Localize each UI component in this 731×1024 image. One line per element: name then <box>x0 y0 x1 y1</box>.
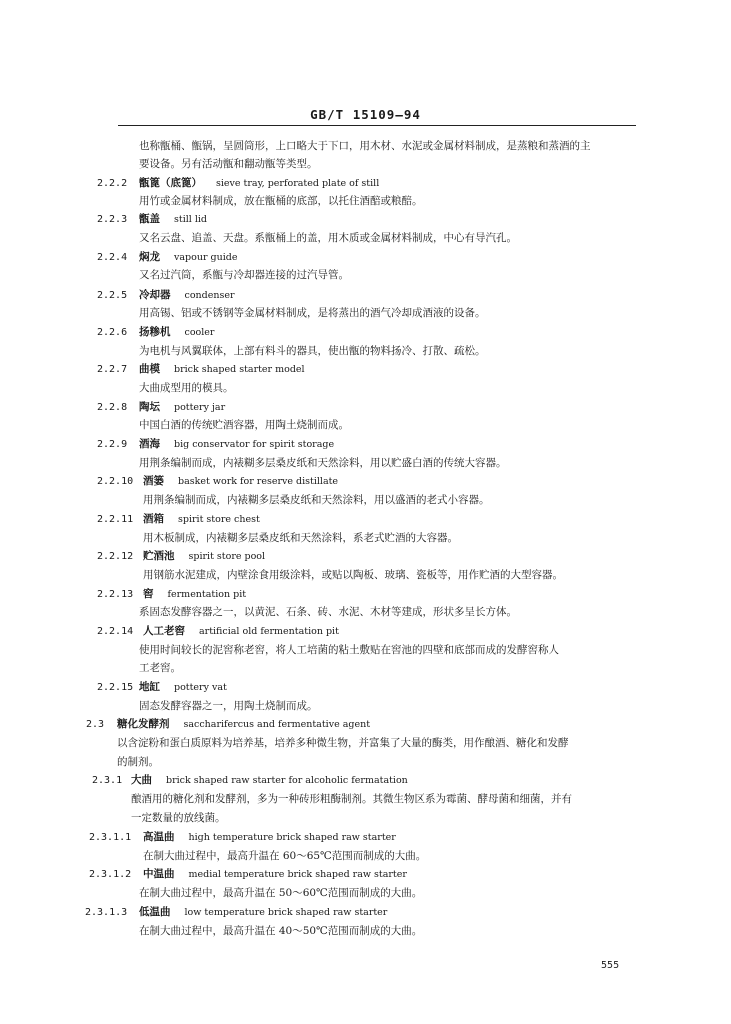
term-en: pottery jar <box>174 402 226 413</box>
term-title <box>143 512 260 527</box>
term-desc: 用荆条编制而成，内裱糊多层桑皮纸和天然涂料，用以贮盛白酒的传统大容器。 <box>139 457 507 469</box>
term-cn: 大曲 <box>131 774 152 786</box>
term-number: 2.2.7 <box>97 364 128 375</box>
term-desc: 用木板制成，内裱糊多层桑皮纸和天然涂料，系老式贮酒的大容器。 <box>143 532 458 544</box>
term-cn: 冷却器 <box>139 289 171 301</box>
term-en: spirit store pool <box>188 551 266 562</box>
term-desc: 使用时间较长的泥窖称老窖，将人工培菌的粘土敷贴在窖池的四壁和底部而成的发酵窖称人 <box>139 644 559 656</box>
term-cn: 陶坛 <box>139 401 160 413</box>
term-title <box>131 773 408 788</box>
term-heading <box>97 250 127 265</box>
term-title <box>139 176 379 191</box>
term-title <box>139 288 235 303</box>
term-title <box>139 250 237 265</box>
term-cn: 曲模 <box>139 363 160 375</box>
term-en: basket work for reserve distillate <box>178 476 339 487</box>
term-heading <box>97 400 127 415</box>
term-desc: 一定数量的放线菌。 <box>131 812 226 824</box>
term-desc: 固态发酵容器之一，用陶土烧制而成。 <box>139 700 318 712</box>
intro-line-1: 也称甑桶、甑锅，呈圆筒形，上口略大于下口，用木材、水泥或金属材料制成，是蒸粮和蒸酒的主 <box>139 140 591 152</box>
term-desc: 系固态发酵容器之一，以黄泥、石条、砖、水泥、木材等建成，形状多呈长方体。 <box>139 606 517 618</box>
term-heading <box>97 212 127 227</box>
header-rule <box>118 125 636 126</box>
term-en: brick shaped starter model <box>174 364 305 375</box>
term-heading <box>86 717 104 732</box>
term-heading <box>97 587 133 602</box>
term-en: condenser <box>184 290 235 301</box>
page-number: 555 <box>601 960 620 971</box>
term-number: 2.3 <box>86 719 105 730</box>
term-title <box>143 474 338 489</box>
term-desc: 又名过汽筒，系甑与冷却器连接的过汽导管。 <box>139 269 349 281</box>
term-title <box>143 624 339 639</box>
term-heading <box>89 830 131 845</box>
term-cn: 酒海 <box>139 438 160 450</box>
term-heading <box>97 325 127 340</box>
term-cn: 中温曲 <box>143 868 175 880</box>
term-desc: 的制剂。 <box>117 756 159 768</box>
term-title <box>139 400 225 415</box>
term-en: saccharifercus and fermentative agent <box>183 719 371 730</box>
term-title <box>143 549 265 564</box>
term-number: 2.2.10 <box>97 476 134 487</box>
term-heading <box>97 176 127 191</box>
term-heading <box>97 362 127 377</box>
term-number: 2.2.3 <box>97 214 128 225</box>
term-title <box>139 362 305 377</box>
term-cn: 焖龙 <box>139 251 160 263</box>
term-number: 2.2.15 <box>97 682 134 693</box>
term-heading <box>89 867 131 882</box>
intro-line-2: 要设备。另有活动甑和翻动甑等类型。 <box>139 158 318 170</box>
term-cn: 酒箱 <box>143 513 164 525</box>
term-number: 2.2.5 <box>97 290 128 301</box>
term-title <box>117 717 370 732</box>
term-number: 2.2.11 <box>97 514 134 525</box>
term-desc: 以含淀粉和蛋白质原料为培养基，培养多种微生物，并富集了大量的酶类，用作酿酒、糖化和发酵 <box>117 737 569 749</box>
term-en: brick shaped raw starter for alcoholic fermatation <box>166 775 408 786</box>
term-desc: 工老窖。 <box>139 662 181 674</box>
term-desc: 用钢筋水泥建成，内壁涂食用级涂料，或贴以陶板、玻璃、瓷板等，用作贮酒的大型容器。 <box>143 569 563 581</box>
term-title <box>139 680 227 695</box>
term-desc: 又名云盘、追盖、天盘。系甑桶上的盖，用木质或金属材料制成，中心有导汽孔。 <box>139 232 517 244</box>
term-cn: 地缸 <box>139 681 160 693</box>
term-heading <box>97 680 133 695</box>
term-title <box>143 830 396 845</box>
term-number: 2.3.1.3 <box>85 907 128 918</box>
term-desc: 大曲成型用的模具。 <box>139 382 234 394</box>
term-title <box>143 587 246 602</box>
term-number: 2.2.13 <box>97 589 134 600</box>
term-cn: 高温曲 <box>143 831 175 843</box>
term-number: 2.2.9 <box>97 439 128 450</box>
term-en: cooler <box>184 327 215 338</box>
term-heading <box>97 288 127 303</box>
term-number: 2.2.6 <box>97 327 128 338</box>
term-title <box>143 867 407 882</box>
term-en: pottery vat <box>174 682 227 693</box>
term-en: vapour guide <box>174 252 238 263</box>
term-title <box>139 325 214 340</box>
term-cn: 窖 <box>143 588 154 600</box>
term-number: 2.2.2 <box>97 178 128 189</box>
term-heading <box>97 624 133 639</box>
term-number: 2.3.1.1 <box>89 832 132 843</box>
term-heading <box>92 773 122 788</box>
term-en: high temperature brick shaped raw starter <box>188 832 396 843</box>
term-desc: 为电机与风翼联体，上部有料斗的器具，使出甑的物料扬冷、打散、疏松。 <box>139 345 486 357</box>
term-title <box>139 212 207 227</box>
term-heading <box>97 512 133 527</box>
term-cn: 酒篓 <box>143 475 164 487</box>
term-number: 2.2.4 <box>97 252 128 263</box>
term-desc: 用高锡、铝或不锈钢等金属材料制成，是将蒸出的酒气冷却成酒液的设备。 <box>139 307 486 319</box>
term-en: sieve tray, perforated plate of still <box>216 178 380 189</box>
term-cn: 扬糁机 <box>139 326 171 338</box>
term-cn: 人工老窖 <box>143 625 185 637</box>
term-desc: 用竹或金属材料制成，放在甑桶的底部，以托住酒醅或粮醅。 <box>139 195 423 207</box>
term-en: artificial old fermentation pit <box>199 626 339 637</box>
term-desc: 酿酒用的糖化剂和发酵剂，多为一种砖形粗酶制剂。其微生物区系为霉菌、酵母菌和细菌，并有 <box>131 793 572 805</box>
term-cn: 糖化发酵剂 <box>117 718 170 730</box>
term-title <box>139 905 387 920</box>
document-header: GB/T 15109—94 <box>310 107 421 122</box>
term-desc: 中国白酒的传统贮酒容器，用陶土烧制而成。 <box>139 419 349 431</box>
term-cn: 甑篦（底篦） <box>139 177 202 189</box>
term-number: 2.2.12 <box>97 551 134 562</box>
term-cn: 甑盖 <box>139 213 160 225</box>
term-en: fermentation pit <box>167 589 247 600</box>
term-desc: 用荆条编制而成，内裱糊多层桑皮纸和天然涂料，用以盛酒的老式小容器。 <box>143 494 490 506</box>
term-heading <box>85 905 127 920</box>
term-cn: 贮酒池 <box>143 550 175 562</box>
term-desc: 在制大曲过程中，最高升温在 50～60℃范围而制成的大曲。 <box>139 887 423 899</box>
term-cn: 低温曲 <box>139 906 171 918</box>
term-heading <box>97 437 127 452</box>
term-en: low temperature brick shaped raw starter <box>184 907 388 918</box>
term-number: 2.3.1.2 <box>89 869 132 880</box>
term-number: 2.2.14 <box>97 626 134 637</box>
term-number: 2.2.8 <box>97 402 128 413</box>
term-number: 2.3.1 <box>92 775 123 786</box>
term-en: still lid <box>174 214 207 225</box>
term-en: spirit store chest <box>178 514 260 525</box>
term-desc: 在制大曲过程中，最高升温在 60～65℃范围而制成的大曲。 <box>143 850 427 862</box>
term-heading <box>97 549 133 564</box>
term-en: medial temperature brick shaped raw starter <box>188 869 407 880</box>
term-desc: 在制大曲过程中，最高升温在 40～50℃范围而制成的大曲。 <box>139 925 423 937</box>
term-title <box>139 437 334 452</box>
term-heading <box>97 474 133 489</box>
term-en: big conservator for spirit storage <box>174 439 335 450</box>
